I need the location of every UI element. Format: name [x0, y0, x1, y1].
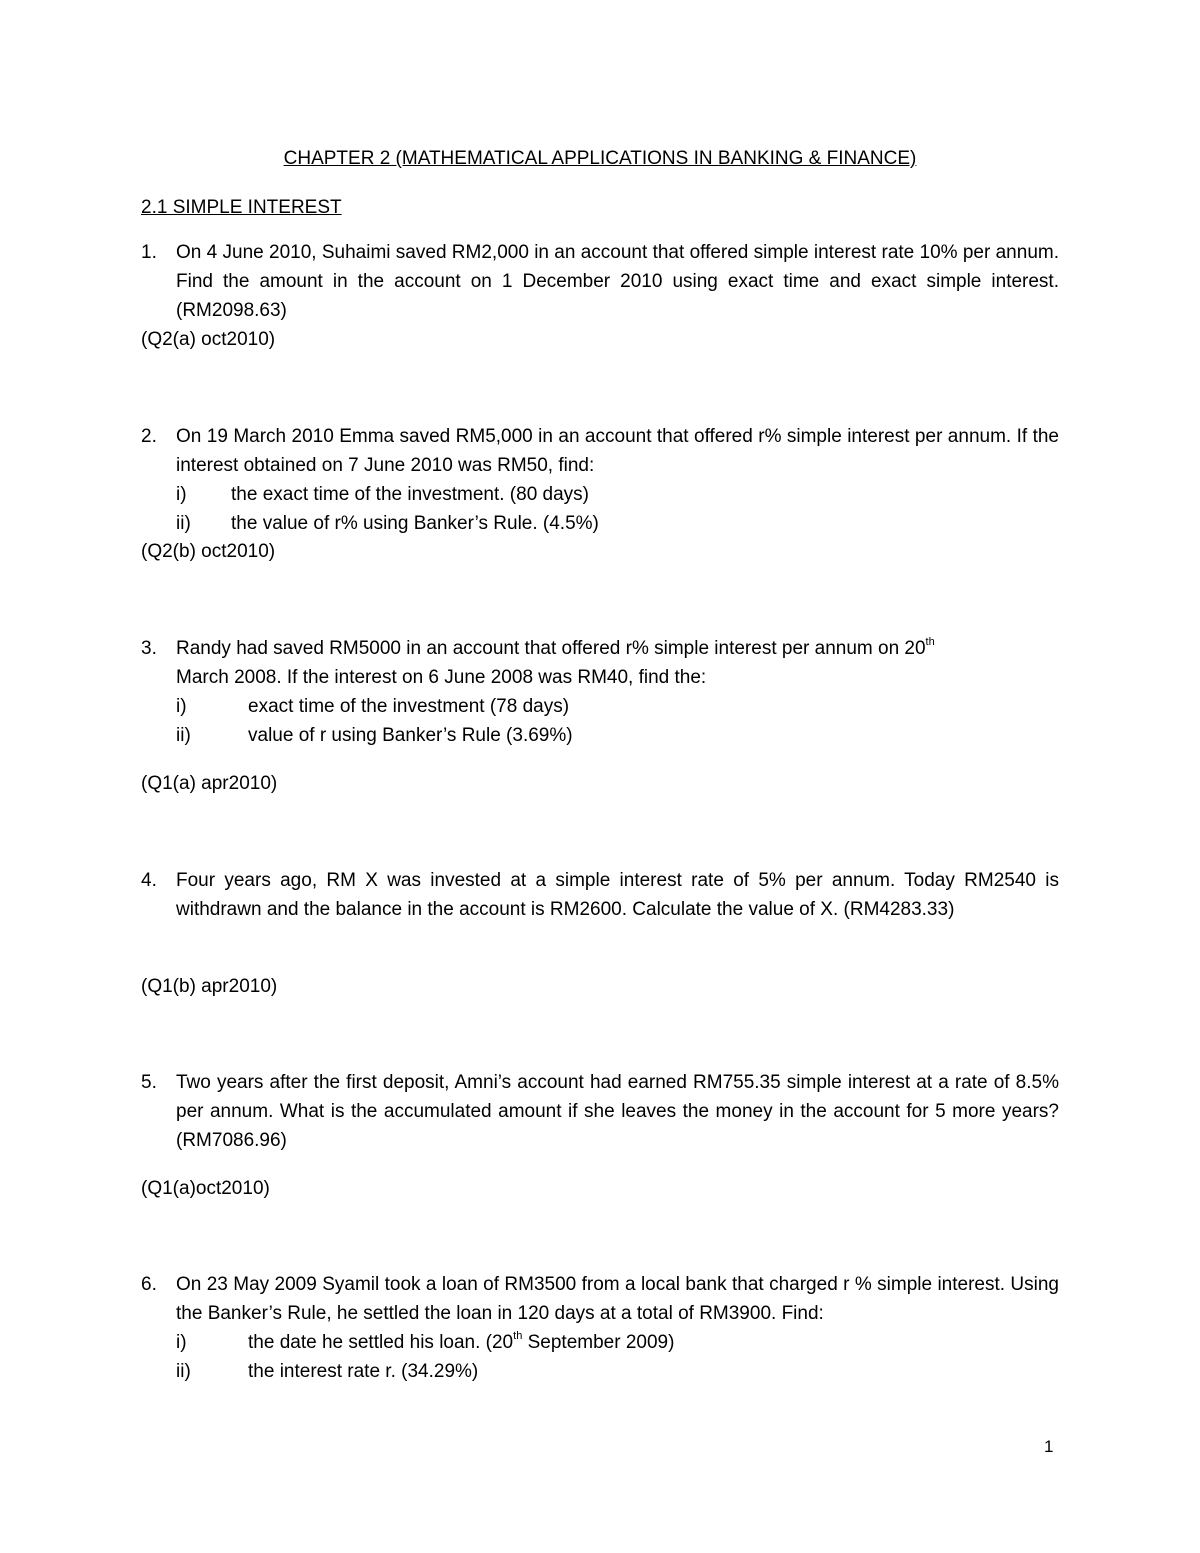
question-number: 1.: [141, 242, 157, 263]
question-text: On 19 March 2010 Emma saved RM5,000 in an account that offered r% simple interest per annum. If the interest obtained on 7 June 2010 was RM50, find:: [176, 426, 1059, 476]
sub-question-label: i): [176, 484, 187, 505]
ordinal-suffix: th: [925, 635, 935, 648]
sub-question-list: [176, 1328, 1059, 1386]
question-number: 6.: [141, 1274, 157, 1295]
question-text: [176, 634, 1059, 692]
question-4: [141, 866, 1059, 924]
question-number: 2.: [141, 426, 157, 447]
question-source: (Q1(b) apr2010): [141, 976, 278, 997]
sub-question: [176, 509, 1059, 538]
page-number: 1: [1044, 1437, 1054, 1456]
sub-question-text: value of r using Banker’s Rule (3.69%): [248, 725, 573, 746]
sub-question: [176, 480, 1059, 509]
sub-question: [176, 721, 1059, 750]
sub-question-label: ii): [176, 513, 191, 534]
question-2: [141, 422, 1059, 538]
question-6: [141, 1270, 1059, 1386]
sub-question-list: [176, 692, 1059, 750]
sub-question: [176, 1328, 1059, 1357]
sub-question-label: ii): [176, 725, 191, 746]
sub-question: [176, 1357, 1059, 1386]
question-number: 3.: [141, 638, 157, 659]
question-text: Four years ago, RM X was invested at a simple interest rate of 5% per annum. Today RM2540 is withdrawn and the balance in the account is RM2600. Calculate the value of X. (RM4283.33): [176, 870, 1059, 920]
chapter-title: CHAPTER 2 (MATHEMATICAL APPLICATIONS IN BANKING & FINANCE): [283, 148, 917, 169]
sub-question: [176, 692, 1059, 721]
sub-question-text-part: the date he settled his loan. (20: [248, 1332, 514, 1353]
question-3: [141, 634, 1059, 750]
question-source: (Q2(b) oct2010): [141, 541, 276, 562]
sub-question-text: the value of r% using Banker’s Rule. (4.5%): [231, 513, 599, 534]
sub-question-text-part: September 2009): [522, 1332, 675, 1353]
sub-question-label: ii): [176, 1361, 191, 1382]
sub-question-text: the exact time of the investment. (80 days): [231, 484, 590, 505]
question-text-part: Randy had saved RM5000 in an account that offered r% simple interest per annum on 20: [176, 638, 926, 659]
sub-question-label: i): [176, 696, 187, 717]
question-1: [141, 238, 1059, 325]
sub-question-list: [176, 480, 1059, 538]
question-number: 4.: [141, 870, 157, 891]
question-text: On 23 May 2009 Syamil took a loan of RM3500 from a local bank that charged r % simple interest. Using the Banker’s Rule, he settled the loan in 120 days at a total of RM3900. Find:: [176, 1274, 1059, 1324]
question-5: [141, 1068, 1059, 1155]
question-source: (Q1(a)oct2010): [141, 1178, 270, 1199]
question-number: 5.: [141, 1072, 157, 1093]
sub-question-text: exact time of the investment (78 days): [248, 696, 570, 717]
sub-question-label: i): [176, 1332, 187, 1353]
ordinal-suffix: th: [513, 1329, 523, 1342]
question-source: (Q2(a) oct2010): [141, 329, 276, 350]
question-text-part: March 2008. If the interest on 6 June 2008 was RM40, find the:: [176, 667, 707, 688]
question-source: (Q1(a) apr2010): [141, 773, 278, 794]
question-text: On 4 June 2010, Suhaimi saved RM2,000 in an account that offered simple interest rate 10% per annum. Find the amount in the account on 1 December 2010 using exact time and exact simple interest. (RM2098.63): [176, 242, 1059, 321]
question-text: Two years after the first deposit, Amni’s account had earned RM755.35 simple interest at a rate of 8.5% per annum. What is the accumulated amount if she leaves the money in the account for 5 more years? (RM7086.96): [176, 1072, 1059, 1151]
sub-question-text: the interest rate r. (34.29%): [248, 1361, 479, 1382]
section-heading: 2.1 SIMPLE INTEREST: [141, 197, 342, 218]
sub-question-text: [248, 1328, 674, 1357]
